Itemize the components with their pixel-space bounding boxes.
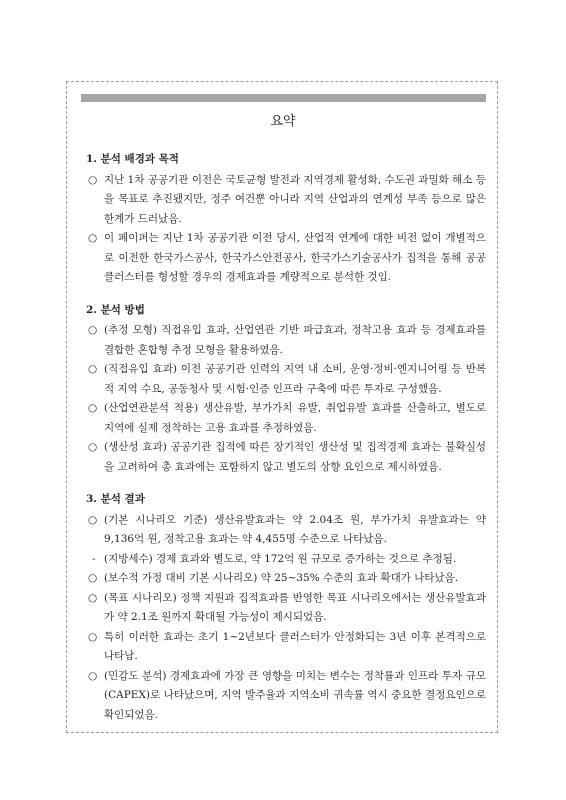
sub-list-item bbox=[86, 550, 486, 570]
section-heading: 1. 분석 배경과 목적 bbox=[86, 153, 179, 165]
list-item-text: (목표 시나리오) 정책 지원과 집적효과를 반영한 목표 시나리오에서는 생산유발효과가 약 2.1조 원까지 확대될 가능성이 제시되었음. bbox=[104, 591, 486, 623]
list-item-text: (추정 모형) 직접유입 효과, 산업연관 기반 파급효과, 정착고용 효과 등 경제효과를 결합한 혼합형 추정 모형을 활용하였음. bbox=[104, 324, 486, 356]
list-item-text: 이 페이퍼는 지난 1차 공공기관 이전 당시, 산업적 연계에 대한 비전 없이 개별적으로 이전한 한국가스공사, 한국가스안전공사, 한국가스기술공사가 집적을 통해 공공클러스터를 형성할 경우의 경제효과를 계량적으로 분석한 것임. bbox=[104, 232, 486, 283]
list-item-text: (생산성 효과) 공공기관 집적에 따른 장기적인 생산성 및 집적경제 효과는 불확실성을 고려하여 총 효과에는 포함하지 않고 별도의 상향 요인으로 제시하였음. bbox=[104, 441, 486, 473]
section-heading: 2. 분석 방법 bbox=[86, 303, 145, 316]
circle-bullet-icon: ○ bbox=[88, 630, 98, 643]
list-item-text: (민감도 분석) 경제효과에 가장 큰 영향을 미치는 변수는 정착률과 인프라 투자 규모(CAPEX)로 나타났으며, 지역 발주율과 지역소비 귀속률 역시 중요한 결정요인으로 확인되었음. bbox=[104, 669, 486, 721]
list-item bbox=[86, 360, 486, 399]
list-item bbox=[86, 667, 486, 726]
circle-bullet-icon: ○ bbox=[88, 441, 98, 453]
section-1 bbox=[86, 150, 486, 288]
list-item-text: (기본 시나리오 기준) 생산유발효과는 약 2.04조 원, 부가가치 유발효과는 약 9,136억 원, 정착고용 효과는 약 4,455명 수준으로 나타났음. bbox=[104, 513, 486, 545]
section-2 bbox=[86, 301, 486, 478]
list-item bbox=[86, 229, 486, 288]
circle-bullet-icon: ○ bbox=[88, 232, 98, 244]
list-item-text: (보수적 가정 대비 기본 시나리오) 약 25~35% 수준의 효과 확대가 나타났음. bbox=[104, 572, 459, 584]
section-3 bbox=[86, 490, 486, 725]
list-item bbox=[86, 399, 486, 438]
list-item bbox=[86, 511, 486, 550]
list-item-text: 특히 이러한 효과는 초기 1~2년보다 클러스터가 안정화되는 3년 이후 본격적으로 나타남. bbox=[104, 630, 486, 662]
circle-bullet-icon: ○ bbox=[88, 324, 98, 336]
list-item bbox=[86, 171, 486, 230]
circle-bullet-icon: ○ bbox=[88, 669, 98, 682]
circle-bullet-icon: ○ bbox=[88, 363, 98, 375]
circle-bullet-icon: ○ bbox=[88, 572, 98, 584]
summary-content bbox=[86, 150, 486, 738]
list-item bbox=[86, 589, 486, 628]
dash-bullet-icon: - bbox=[92, 552, 96, 565]
list-item-text: (직접유입 효과) 이전 공공기관 인력의 지역 내 소비, 운영·정비·엔지니어링 등 반복적 지역 수요, 공동청사 및 시험·인증 인프라 구축에 따른 투자로 구성했음. bbox=[104, 363, 486, 395]
list-item-text: 지난 1차 공공기관 이전은 국토균형 발전과 지역경제 활성화, 수도권 과밀화 해소 등을 목표로 추진됐지만, 정주 여건뿐 아니라 지역 산업과의 연계성 부족 등으로 많은 한계가 드러났음. bbox=[104, 173, 486, 225]
list-item bbox=[86, 628, 486, 667]
circle-bullet-icon: ○ bbox=[88, 513, 98, 526]
page-title: 요약 bbox=[270, 114, 296, 129]
list-item bbox=[86, 438, 486, 477]
section-heading: 3. 분석 결과 bbox=[86, 493, 145, 505]
list-item bbox=[86, 321, 486, 360]
circle-bullet-icon: ○ bbox=[88, 173, 98, 186]
circle-bullet-icon: ○ bbox=[88, 591, 98, 604]
header-bar bbox=[81, 94, 486, 102]
list-item-text: (산업연관분석 적용) 생산유발, 부가가치 유발, 취업유발 효과를 산출하고, 별도로 지역에 실제 정착하는 고용 효과를 추정하였음. bbox=[104, 402, 486, 434]
circle-bullet-icon: ○ bbox=[88, 402, 98, 414]
list-item-text: (지방세수) 경제 효과와 별도로, 약 172억 원 규모로 증가하는 것으로 추정됨. bbox=[104, 552, 457, 565]
list-item bbox=[86, 569, 486, 589]
